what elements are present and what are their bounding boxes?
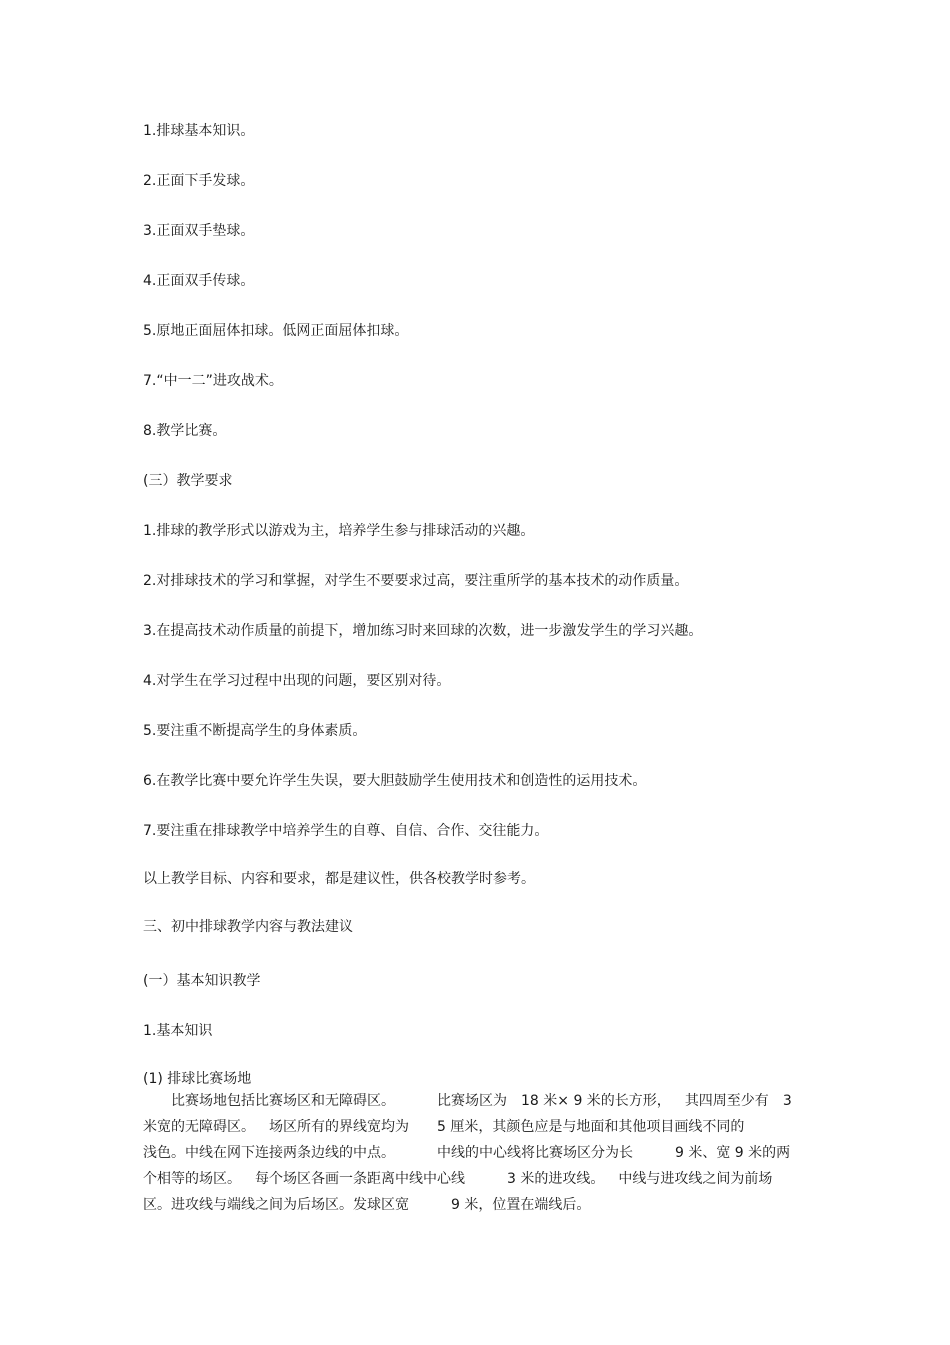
text-run: 5 厘米，其颜色应是与地面和其他项目画线不同的 <box>437 1119 745 1135</box>
text-run: 中线与进攻线之间为前场 <box>618 1171 773 1187</box>
text-line: 3.正面双手垫球。 <box>143 223 255 239</box>
text-run: 3 <box>782 1093 792 1109</box>
text-line: 3.在提高技术动作质量的前提下，增加练习时来回球的次数，进一步激发学生的学习兴趣。 <box>143 623 703 639</box>
text-run: 9 米、宽 9 米的两 <box>675 1145 791 1161</box>
text-line: 5.原地正面屈体扣球。低网正面屈体扣球。 <box>143 323 409 339</box>
text-line: 8.教学比赛。 <box>143 423 227 439</box>
text-line: 4.对学生在学习过程中出现的问题，要区别对待。 <box>143 673 451 689</box>
paragraph-line <box>143 1118 815 1144</box>
text-run: 9 米，位置在端线后。 <box>451 1197 591 1213</box>
section-heading: 三、初中排球教学内容与教法建议 <box>143 919 353 935</box>
paragraph-line <box>143 1144 815 1170</box>
paragraph-line <box>143 1092 815 1118</box>
text-run: 场区所有的界线宽均为 <box>269 1119 409 1135</box>
text-run: 比赛场地包括比赛场区和无障碍区。 <box>171 1093 395 1109</box>
text-line: 1.排球的教学形式以游戏为主，培养学生参与排球活动的兴趣。 <box>143 523 535 539</box>
text-run: 个相等的场区。 <box>143 1171 241 1187</box>
text-run: 米宽的无障碍区。 <box>143 1119 255 1135</box>
text-run: 区。进攻线与端线之间为后场区。发球区宽 <box>143 1197 409 1213</box>
text-run: 其四周至少有 <box>684 1093 769 1109</box>
text-run: 每个场区各画一条距离中线中心线 <box>255 1171 465 1187</box>
section-heading: (三）教学要求 <box>143 473 233 489</box>
text-line: 4.正面双手传球。 <box>143 273 255 289</box>
text-run: 中线的中心线将比赛场区分为长 <box>437 1145 633 1161</box>
court-description-paragraph <box>143 1092 815 1222</box>
text-line: 以上教学目标、内容和要求，都是建议性，供各校教学时参考。 <box>143 871 535 887</box>
text-line: 7.“中一二”进攻战术。 <box>143 373 283 389</box>
text-run: 3 米的进攻线。 <box>507 1171 605 1187</box>
paragraph-line <box>143 1170 815 1196</box>
text-line: 7.要注重在排球教学中培养学生的自尊、自信、合作、交往能力。 <box>143 823 549 839</box>
paragraph-line <box>143 1196 815 1222</box>
text-run: 浅色。中线在网下连接两条边线的中点。 <box>143 1145 395 1161</box>
text-line: 1.排球基本知识。 <box>143 123 255 139</box>
text-run: 18 米× 9 米的长方形， <box>521 1093 671 1109</box>
section-heading: (一）基本知识教学 <box>143 973 261 989</box>
text-line: 6.在教学比赛中要允许学生失误，要大胆鼓励学生使用技术和创造性的运用技术。 <box>143 773 647 789</box>
text-run: 比赛场区为 <box>437 1093 507 1109</box>
text-line: 5.要注重不断提高学生的身体素质。 <box>143 723 367 739</box>
subsection-heading: (1) 排球比赛场地 <box>143 1071 252 1087</box>
text-line: 2.对排球技术的学习和掌握，对学生不要要求过高，要注重所学的基本技术的动作质量。 <box>143 573 689 589</box>
text-line: 2.正面下手发球。 <box>143 173 255 189</box>
subsection-heading: 1.基本知识 <box>143 1023 213 1039</box>
